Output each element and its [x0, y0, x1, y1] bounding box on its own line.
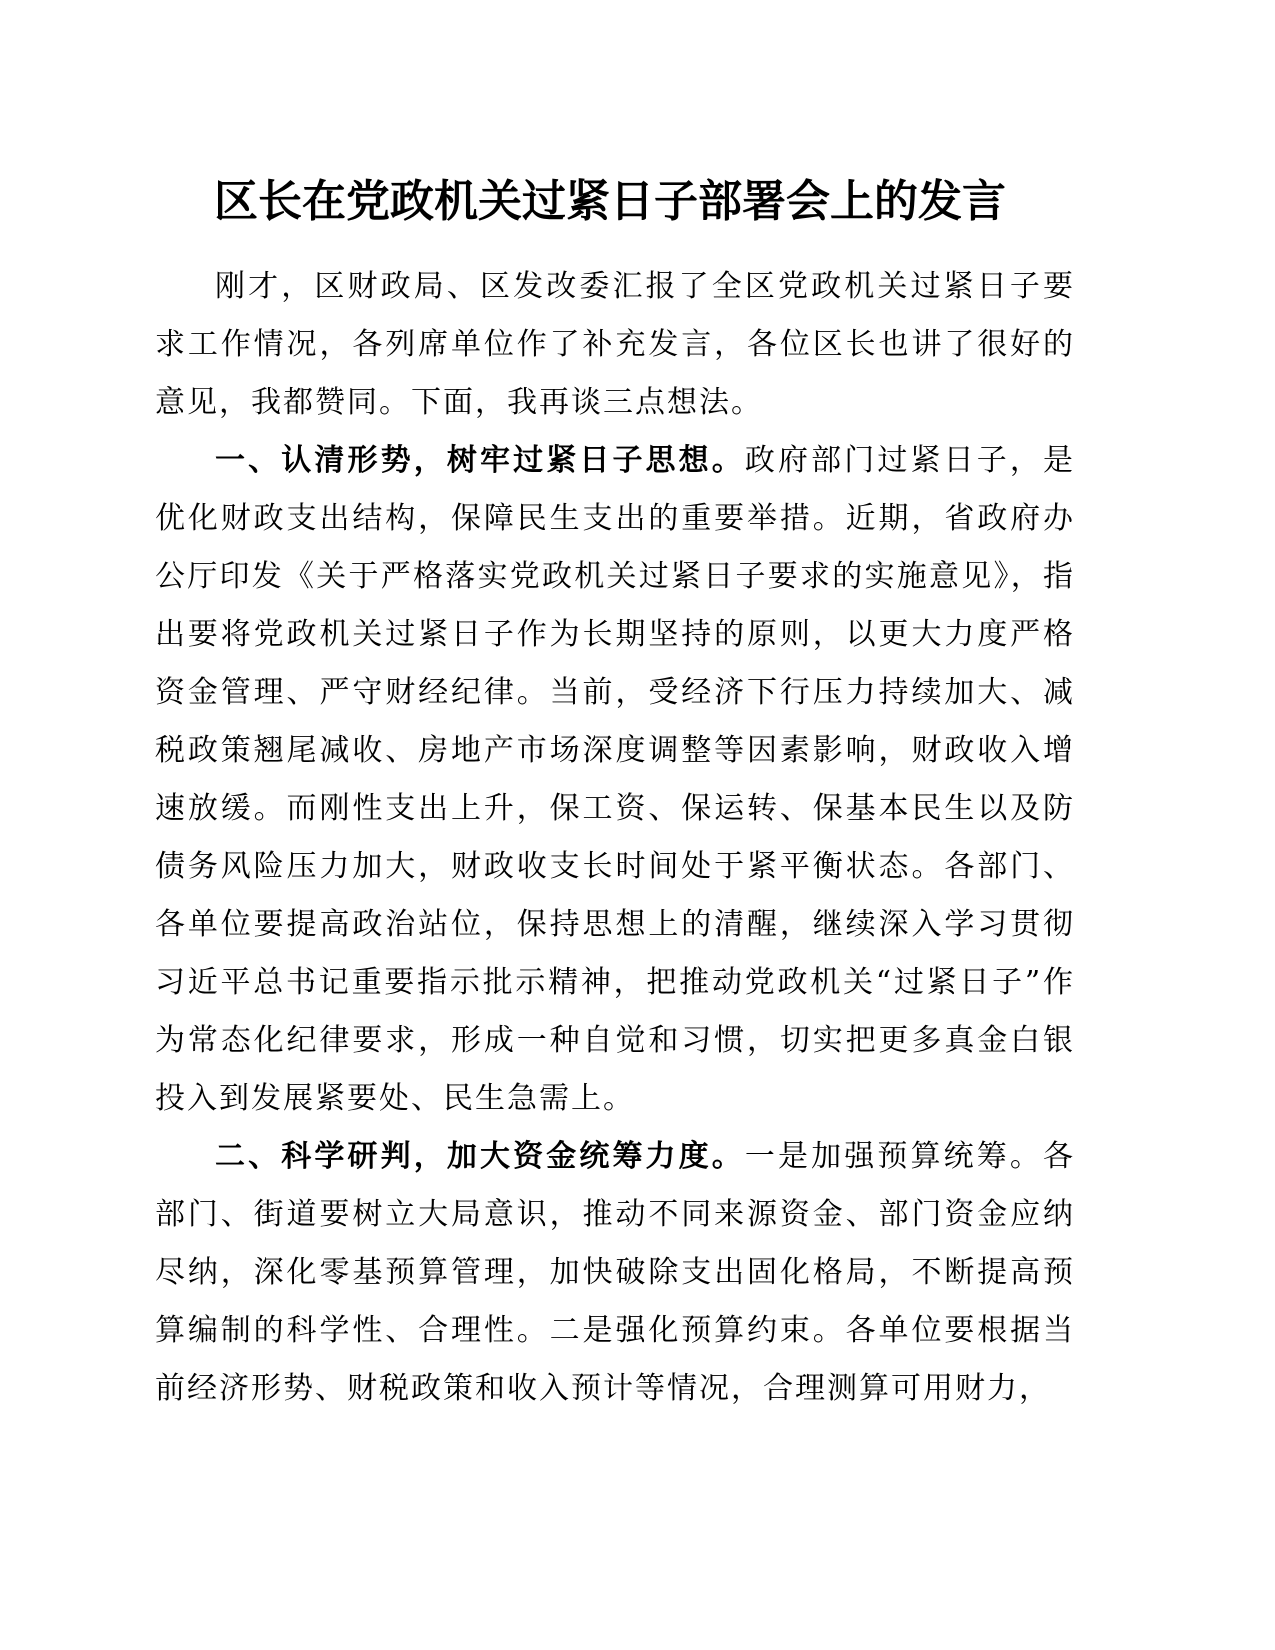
paragraph-text: 一是加强预算统筹。各部门、街道要树立大局意识，推动不同来源资金、部门资金应纳尽纳，深化零基预算管理，加快破除支出固化格局，不断提高预算编制的科学性、合理性。二是强化预算约束。各单位要根据当前经济形势、财税政策和收入预计等情况，合理测算可用财力， — [155, 1139, 1076, 1406]
document-body — [155, 258, 1075, 1418]
paragraph-lead: 一、认清形势，树牢过紧日子思想。 — [215, 443, 745, 478]
paragraph-section-2 — [155, 1128, 1075, 1418]
paragraph-text: 刚才，区财政局、区发改委汇报了全区党政机关过紧日子要求工作情况，各列席单位作了补充发言，各位区长也讲了很好的意见，我都赞同。下面，我再谈三点想法。 — [155, 269, 1075, 420]
document-title: 区长在党政机关过紧日子部署会上的发言 — [214, 176, 1006, 227]
paragraph-lead: 二、科学研判，加大资金统筹力度。 — [215, 1139, 745, 1174]
paragraph-section-1 — [155, 432, 1075, 1128]
paragraph-text: 政府部门过紧日子，是优化财政支出结构，保障民生支出的重要举措。近期，省政府办公厅印发《关于严格落实党政机关过紧日子要求的实施意见》，指出要将党政机关过紧日子作为长期坚持的原则，以更大力度严格资金管理、严守财经纪律。当前，受经济下行压力持续加大、减税政策翘尾减收、房地产市场深度调整等因素影响，财政收入增速放缓。而刚性支出上升，保工资、保运转、保基本民生以及防债务风险压力加大，财政收支长时间处于紧平衡状态。各部门、各单位要提高政治站位，保持思想上的清醒，继续深入学习贯彻习近平总书记重要指示批示精神，把推动党政机关“过紧日子”作为常态化纪律要求，形成一种自觉和习惯，切实把更多真金白银投入到发展紧要处、民生急需上。 — [155, 443, 1076, 1116]
paragraph-intro — [155, 258, 1075, 432]
